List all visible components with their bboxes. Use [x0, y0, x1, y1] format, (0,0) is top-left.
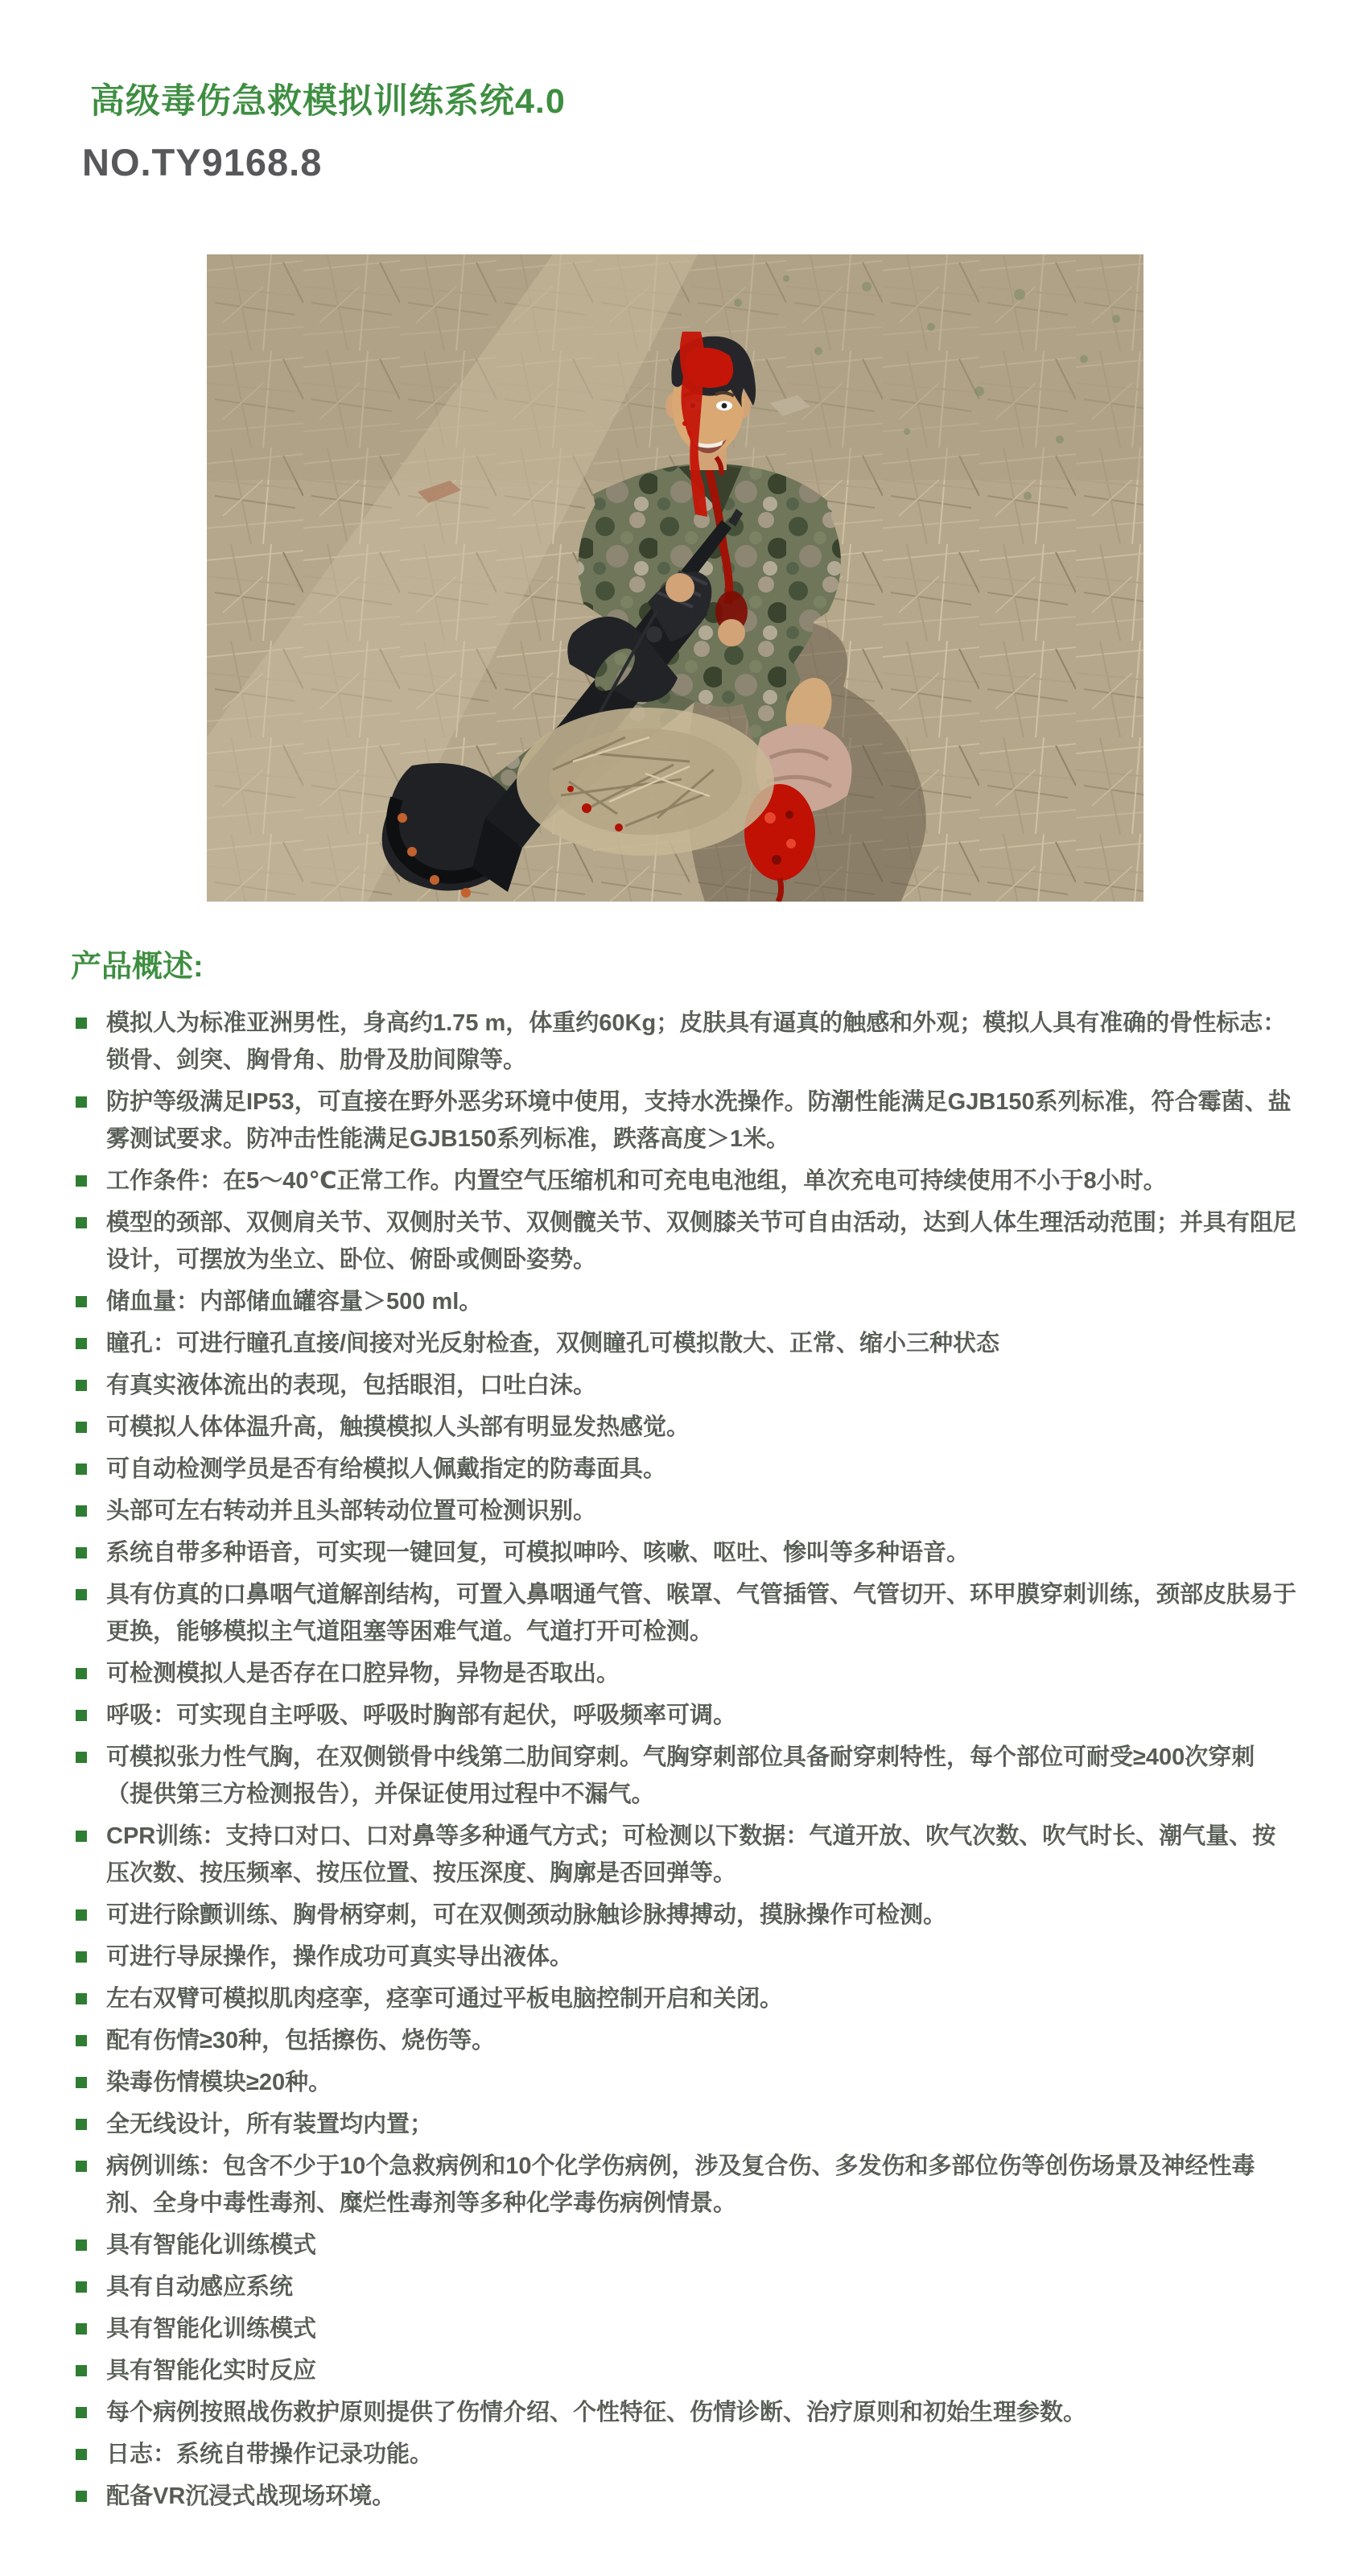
overview-item-text: 具有智能化实时反应	[106, 2358, 317, 2384]
overview-item-text: 瞳孔：可进行瞳孔直接/间接对光反射检查，双侧瞳孔可模拟散大、正常、缩小三种状态	[106, 1331, 1000, 1356]
overview-item	[71, 1534, 1323, 1571]
left-hand	[665, 573, 694, 602]
overview-item	[71, 2310, 1323, 2347]
overview-item-text: 配备VR沉浸式战现场环境。	[106, 2483, 396, 2509]
overview-item	[71, 1697, 1323, 1734]
overview-item	[71, 1005, 1323, 1079]
overview-item-text: 可自动检测学员是否有给模拟人佩戴指定的防毒面具。	[106, 1456, 667, 1482]
blood-droplet	[582, 803, 591, 813]
bullet-square-icon	[76, 1096, 87, 1108]
overview-item	[71, 2022, 1323, 2059]
bullet-square-icon	[76, 1668, 87, 1679]
blood-droplet	[567, 786, 574, 792]
overview-item-text: 可模拟人体体温升高，触摸模拟人头部有明显发热感觉。	[106, 1414, 690, 1440]
bullet-square-icon	[76, 1505, 87, 1517]
bullet-square-icon	[76, 2365, 87, 2376]
overview-item	[71, 1576, 1323, 1650]
overview-item-text: 头部可左右转动并且头部转动位置可检测识别。	[106, 1498, 597, 1524]
overview-item-text: 全无线设计，所有装置均内置；	[106, 2112, 434, 2137]
bullet-square-icon	[76, 1217, 87, 1228]
overview-item	[71, 2394, 1323, 2431]
blood-droplet	[615, 824, 623, 832]
product-photo-svg	[207, 254, 1143, 902]
bullet-square-icon	[76, 2281, 87, 2293]
overview-item	[71, 1655, 1323, 1692]
bullet-square-icon	[76, 2240, 87, 2251]
overview-item	[71, 1084, 1323, 1158]
overview-item	[71, 1818, 1323, 1892]
bullet-square-icon	[76, 1175, 87, 1187]
overview-item-text: 储血量：内部储血罐容量＞500 ml。	[106, 1289, 483, 1315]
overview-item	[71, 1451, 1323, 1488]
overview-item-text: 左右双臂可模拟肌肉痉挛，痉挛可通过平板电脑控制开启和关闭。	[106, 1986, 784, 2012]
page-header	[0, 0, 1368, 185]
product-photo	[207, 254, 1143, 902]
overview-item-text: CPR训练：支持口对口、口对鼻等多种通气方式；可检测以下数据：气道开放、吹气次数、吹气时长、潮气量、按压次数、按压频率、按压位置、按压深度、胸廓是否回弹等。	[106, 1823, 1276, 1886]
overview-item	[71, 1980, 1323, 2017]
page-title: 高级毒伤急救模拟训练系统4.0	[90, 82, 566, 121]
bullet-square-icon	[76, 1752, 87, 1763]
bullet-square-icon	[76, 1993, 87, 2004]
overview-item-text: 模拟人为标准亚洲男性，身高约1.75 m，体重约60Kg；皮肤具有逼真的触感和外观；模拟人具有准确的骨性标志：锁骨、剑突、胸骨角、肋骨及肋间隙等。	[106, 1010, 1287, 1073]
overview-item	[71, 2436, 1323, 2473]
overview-item-text: 模型的颈部、双侧肩关节、双侧肘关节、双侧髋关节、双侧膝关节可自由活动，达到人体生理活动范围；并具有阻尼设计，可摆放为坐立、卧位、俯卧或侧卧姿势。	[106, 1210, 1297, 1273]
overview-item	[71, 1283, 1323, 1320]
model-number: NO.TY9168.8	[82, 141, 323, 184]
bullet-square-icon	[76, 1909, 87, 1921]
overview-item-text: 具有智能化训练模式	[106, 2232, 317, 2258]
overview-item	[71, 2064, 1323, 2101]
overview-item	[71, 2478, 1323, 2515]
overview-item-text: 可模拟张力性气胸，在双侧锁骨中线第二肋间穿刺。气胸穿刺部位具备耐穿刺特性，每个部位可耐受≥400次穿刺（提供第三方检测报告），并保证使用过程中不漏气。	[106, 1744, 1255, 1807]
bullet-square-icon	[76, 1463, 87, 1475]
overview-item-text: 可检测模拟人是否存在口腔异物，异物是否取出。	[106, 1661, 620, 1686]
overview-item	[71, 1938, 1323, 1975]
overview-item-text: 配有伤情≥30种，包括擦伤、烧伤等。	[106, 2028, 496, 2054]
overview-item-text: 日志：系统自带操作记录功能。	[106, 2442, 434, 2467]
bullet-square-icon	[76, 1710, 87, 1721]
overview-item-text: 每个病例按照战伤救护原则提供了伤情介绍、个性特征、伤情诊断、治疗原则和初始生理参数。	[106, 2400, 1087, 2425]
overview-item-text: 呼吸：可实现自主呼吸、呼吸时胸部有起伏，呼吸频率可调。	[106, 1703, 737, 1728]
overview-item-text: 具有智能化训练模式	[106, 2316, 317, 2342]
bullet-square-icon	[76, 1547, 87, 1558]
overview-item	[71, 1897, 1323, 1934]
overview-item	[71, 1325, 1323, 1362]
bullet-square-icon	[76, 2449, 87, 2460]
overview-item	[71, 1367, 1323, 1404]
overview-item	[71, 1409, 1323, 1446]
overview-item-text: 可进行除颤训练、胸骨柄穿刺，可在双侧颈动脉触诊脉搏搏动，摸脉操作可检测。	[106, 1902, 947, 1928]
overview-item-text: 工作条件：在5～40℃正常工作。内置空气压缩机和可充电电池组，单次充电可持续使用不小于8小时。	[106, 1168, 1167, 1194]
bullet-square-icon	[76, 2119, 87, 2130]
bullet-square-icon	[76, 1951, 87, 1963]
bullet-square-icon	[76, 2035, 87, 2046]
bullet-square-icon	[76, 2161, 87, 2172]
overview-item	[71, 1739, 1323, 1813]
overview-item-text: 可进行导尿操作，操作成功可真实导出液体。	[106, 1944, 574, 1970]
overview-item-text: 病例训练：包含不少于10个急救病例和10个化学伤病例，涉及复合伤、多发伤和多部位伤等创伤场景及神经性毒剂、全身中毒性毒剂、糜烂性毒剂等多种化学毒伤病例情景。	[106, 2153, 1255, 2216]
bullet-square-icon	[76, 2323, 87, 2334]
overview-list	[71, 1005, 1323, 2515]
bullet-square-icon	[76, 1831, 87, 1842]
overview-item	[71, 2148, 1323, 2222]
bullet-square-icon	[76, 1338, 87, 1349]
overview-item-text: 具有仿真的口鼻咽气道解剖结构，可置入鼻咽通气管、喉罩、气管插管、气管切开、环甲膜穿刺训练，颈部皮肤易于更换，能够模拟主气道阻塞等困难气道。气道打开可检测。	[106, 1582, 1297, 1645]
bullet-square-icon	[76, 2077, 87, 2088]
overview-item-text: 染毒伤情模块≥20种。	[106, 2070, 332, 2095]
bullet-square-icon	[76, 1589, 87, 1600]
bullet-square-icon	[76, 1422, 87, 1433]
overview-item-text: 系统自带多种语音，可实现一键回复，可模拟呻吟、咳嗽、呕吐、惨叫等多种语音。	[106, 1540, 970, 1566]
overview-item	[71, 2106, 1323, 2143]
overview-item-text: 有真实液体流出的表现，包括眼泪，口吐白沫。	[106, 1373, 597, 1398]
bullet-square-icon	[76, 1380, 87, 1391]
overview-item-text: 防护等级满足IP53，可直接在野外恶劣环境中使用，支持水洗操作。防潮性能满足GJB150系列标准，符合霉菌、盐雾测试要求。防冲击性能满足GJB150系列标准，跌落高度＞1米。	[106, 1089, 1292, 1152]
overview-item	[71, 2227, 1323, 2264]
overview-heading: 产品概述:	[71, 950, 204, 984]
right-hand	[718, 619, 745, 646]
bullet-square-icon	[76, 2491, 87, 2502]
overview-item	[71, 1162, 1323, 1199]
straw-clump	[517, 708, 774, 856]
overview-item	[71, 2352, 1323, 2389]
bullet-square-icon	[76, 2407, 87, 2418]
bullet-square-icon	[76, 1296, 87, 1307]
bullet-square-icon	[76, 1018, 87, 1029]
overview-item	[71, 1204, 1323, 1278]
overview-item	[71, 1492, 1323, 1530]
overview-item	[71, 2268, 1323, 2306]
overview-section	[71, 948, 1323, 2515]
overview-item-text: 具有自动感应系统	[106, 2274, 294, 2300]
